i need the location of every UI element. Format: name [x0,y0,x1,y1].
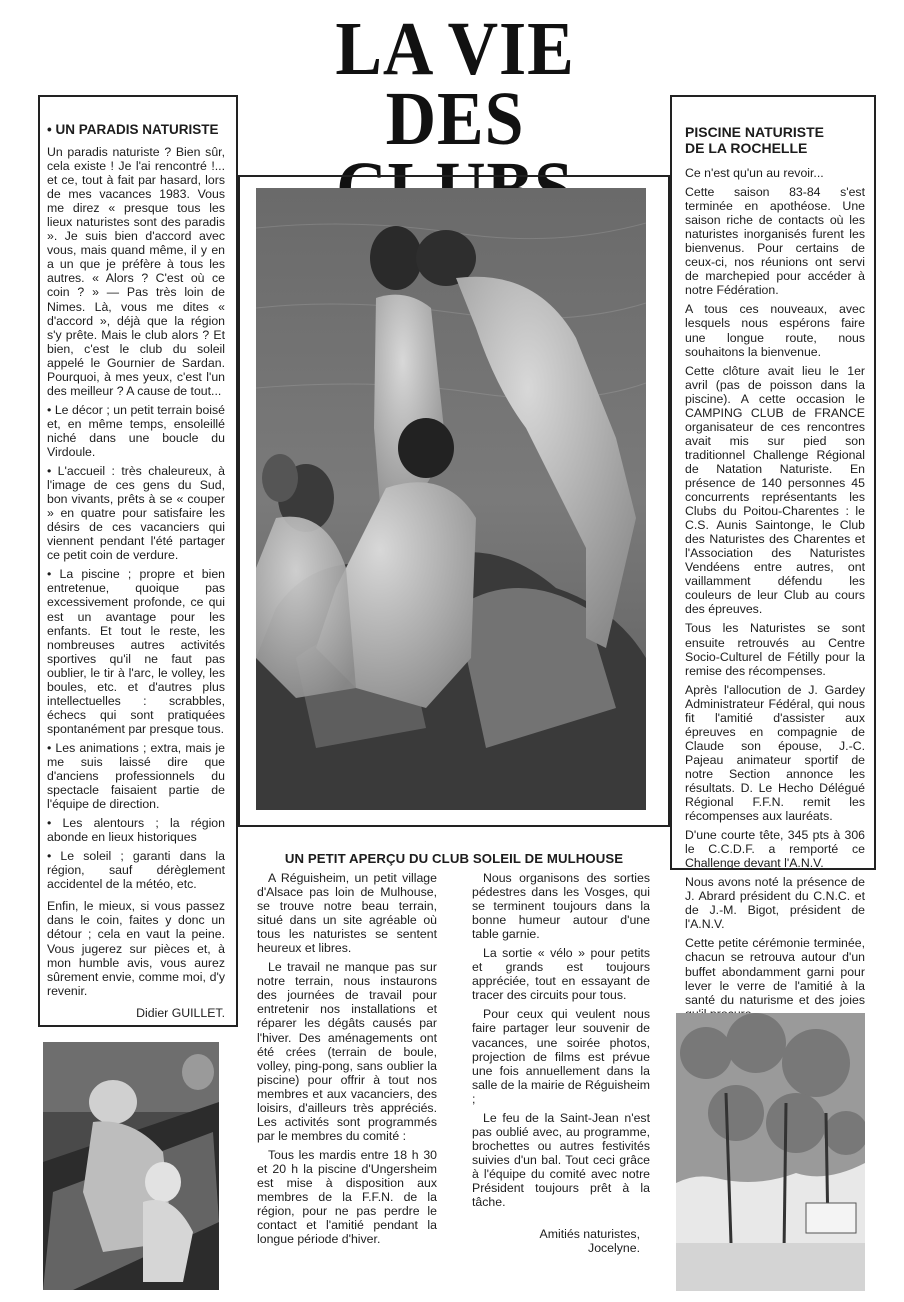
campsite-photo-image [676,1013,865,1291]
right-article-heading [685,125,865,156]
right-paragraph: Ce n'est qu'un au revoir... [685,166,824,180]
boat-photo [43,1042,219,1290]
left-paragraph: • La piscine ; propre et bien entretenue, quoique pas excessivement profonde, ce qui est un avantage pour les enfants. Et tout le reste, les nombreuses autres activités sportives qu'il ne faut pas oublier, le tir à l'arc, le volley, les boules, etc. et d'autres plus intellectuelles : scrabbles, échecs qui sont pratiquées spontanément par presque tous. [47,567,225,736]
center-signature-line-2: Jocelyne. [588,1241,640,1256]
center-article-col-1 [257,871,437,1251]
center-signature-line-1: Amitiés naturistes, [539,1227,640,1242]
bathers-photo-image [256,188,646,810]
right-heading-line-2: DE LA ROCHELLE [685,139,808,156]
center-paragraph: Nous organisons des sorties pédestres dans les Vosges, qui se terminent toujours dans la bonne humeur autour d'une table garnie. [472,871,650,942]
left-paragraph: • L'accueil : très chaleureux, à l'image de ces gens du Sud, bon vivants, prêts à se « couper » en quatre pour satisfaire les désirs de ces vacanciers qui viennent pendant l'été partager ce petit coin de verdure. [47,464,225,563]
right-paragraph: Cette petite cérémonie terminée, chacun se retrouva autour d'un buffet abondamment garni pour lever le verre de l'amitié à la santé du naturisme et des joies [685,936,865,1007]
boat-photo-image [43,1042,219,1290]
center-paragraph: La sortie « vélo » pour petits et grands est toujours appréciée, tout en essayant de tracer des circuits pour tous. [472,946,650,1003]
center-paragraph: Le feu de la Saint-Jean n'est pas oublié avec, au programme, brochettes ou autres festivités suivies d'un bal. Tout ceci grâce à l'équipe du comité avec notre Président toujours prêt à la tâche. [472,1110,650,1210]
center-article-heading: UN PETIT APERÇU DU CLUB SOLEIL DE MULHOUSE [284,851,624,866]
center-paragraph: Tous les mardis entre 18 h 30 et 20 h la piscine d'Ungersheim est mise à disposition aux membres de la F.F.N. de la région, pour ne pas perdre le contact et l'amitié pendant la longue période d'hiver. [257,1147,437,1247]
left-paragraph: Enfin, le mieux, si vous passez dans le coin, faites y donc un détour ; cela en vaut la peine. Vous jugerez sur pièces et, à mon humble avis, vous aurez sûrement envie, comme moi, d'y revenir. [47,899,225,998]
center-article-col-2 [472,871,650,1255]
center-paragraph: Le travail ne manque pas sur notre terrain, nous instaurons des journées de travail pour entretenir nos installations et réparer les dégâts causés par l'hiver. Des aménagements ont été crées (terrain de boule, volley, ping-pong, sans oublier la piscine) pour offrir à tout nos membres et aux vacanciers, des loisirs, d'ailleurs très appréciés. Les activités sont programmés par le membres du comité : [257,960,437,1143]
right-paragraph: Après l'allocution de J. Gardey Administrateur Fédéral, qui nous fit l'amitié d'assister aux épreuves en compagnie de Claude son épouse, J.-C. Pajeau animateur sportif de notre Section annonce les résultats. D. Le Hecho Délégué Régional F.F.N. remit les récompenses aux lauréats. [685,682,865,824]
left-signature: Didier GUILLET. [136,1005,225,1020]
right-paragraph: A tous ces nouveaux, avec lesquels nous espérons faire une longue route, nous souhaitons la bienvenue. [685,302,865,359]
right-article [685,125,865,1026]
masthead-line-1: LA VIE [335,7,575,91]
bathers-photo [256,188,646,810]
right-paragraph: D'une courte tête, 345 pts à 306 le C.C.D.F. a remporté ce Challenge devant l'A.N.V. [685,828,865,871]
center-signature [472,1227,650,1255]
center-paragraph: A Réguisheim, un petit village d'Alsace pas loin de Mulhouse, se trouve notre beau terrain, situé dans un site agréable où tous les naturistes se sentent heureux et libres. [257,871,437,956]
campsite-photo [676,1013,865,1291]
right-paragraph: Cette saison 83-84 s'est terminée en apothéose. Une saison riche de contacts où les naturistes inorganisés furent les bienvenus. Pour certains de ceux-ci, nos réunions ont servi de marchepied pour accéder à notre Fédération. [685,185,865,298]
left-paragraph: Un paradis naturiste ? Bien sûr, cela existe ! Je l'ai rencontré !... et ce, tout à fait par hasard, lors de mes vacances 1983. Vous me direz « presque tous les lieux naturistes sont des paradis ». Je suis bien d'accord avec vous, mais quand même, il y en a un que je préfère à tous les autres. « Alors ? C'est où ce coin ? » — Pas très loin de Nimes. Là, vous me dites « d'accord », déjà que la région s'y prête. Mais le club alors ? Et bien, c'est le club du soleil appelé le Gournier de Sardan. Pourquoi, à mes yeux, c'est l'un des meilleur ? A cause de tout... [47,145,225,398]
right-heading-line-1: PISCINE NATURISTE [685,124,824,140]
right-paragraph: Tous les Naturistes se sont ensuite retrouvés au Centre Socio-Culturel de Fétilly pour la remise des récompenses. [685,621,865,678]
left-paragraph: • Le soleil ; garanti dans la région, sauf dérèglement accidentel de la météo, etc. [47,849,225,892]
center-paragraph: Pour ceux qui veulent nous faire partager leur souvenir de vacances, une soirée photos, projection de films est prévue une fois annuellement dans la salle de la mairie de Réguisheim ; [472,1007,650,1106]
right-paragraph: Nous avons noté la présence de J. Abrard président du C.N.C. et de J.-M. Bigot, président de l'A.N.V. [685,875,865,932]
left-paragraph: • Le décor ; un petit terrain boisé et, en même temps, ensoleillé niché dans une boucle du Virdoule. [47,402,225,459]
left-paragraph: • Les animations ; extra, mais je me suis laissé dire que d'anciens professionnels du spectacle faisaient partie de l'équipe de direction. [47,740,225,812]
left-article-heading: • UN PARADIS NATURISTE [47,122,219,137]
right-paragraph: Cette clôture avait lieu le 1er avril (pas de poisson dans la piscine). A cette occasion le CAMPING CLUB de FRANCE organisateur de ces rencontres avait mis sur pied son traditionnel Challenge Régional de Natation Naturiste. En présence de 140 personnes 45 concurrents représentants les Clubs du Poitou-Charentes : le C.S. Aunis Saintonge, le Club des Naturistes des Charentes et l'Association des Naturistes Vendéens entre autres, ont vaillamment défendu les couleurs de leur Club au cours des épreuves. [685,363,865,617]
masthead-line-2: DES [385,77,525,161]
left-paragraph: • Les alentours ; la région abonde en lieux historiques [47,816,225,845]
left-article [47,122,225,1020]
